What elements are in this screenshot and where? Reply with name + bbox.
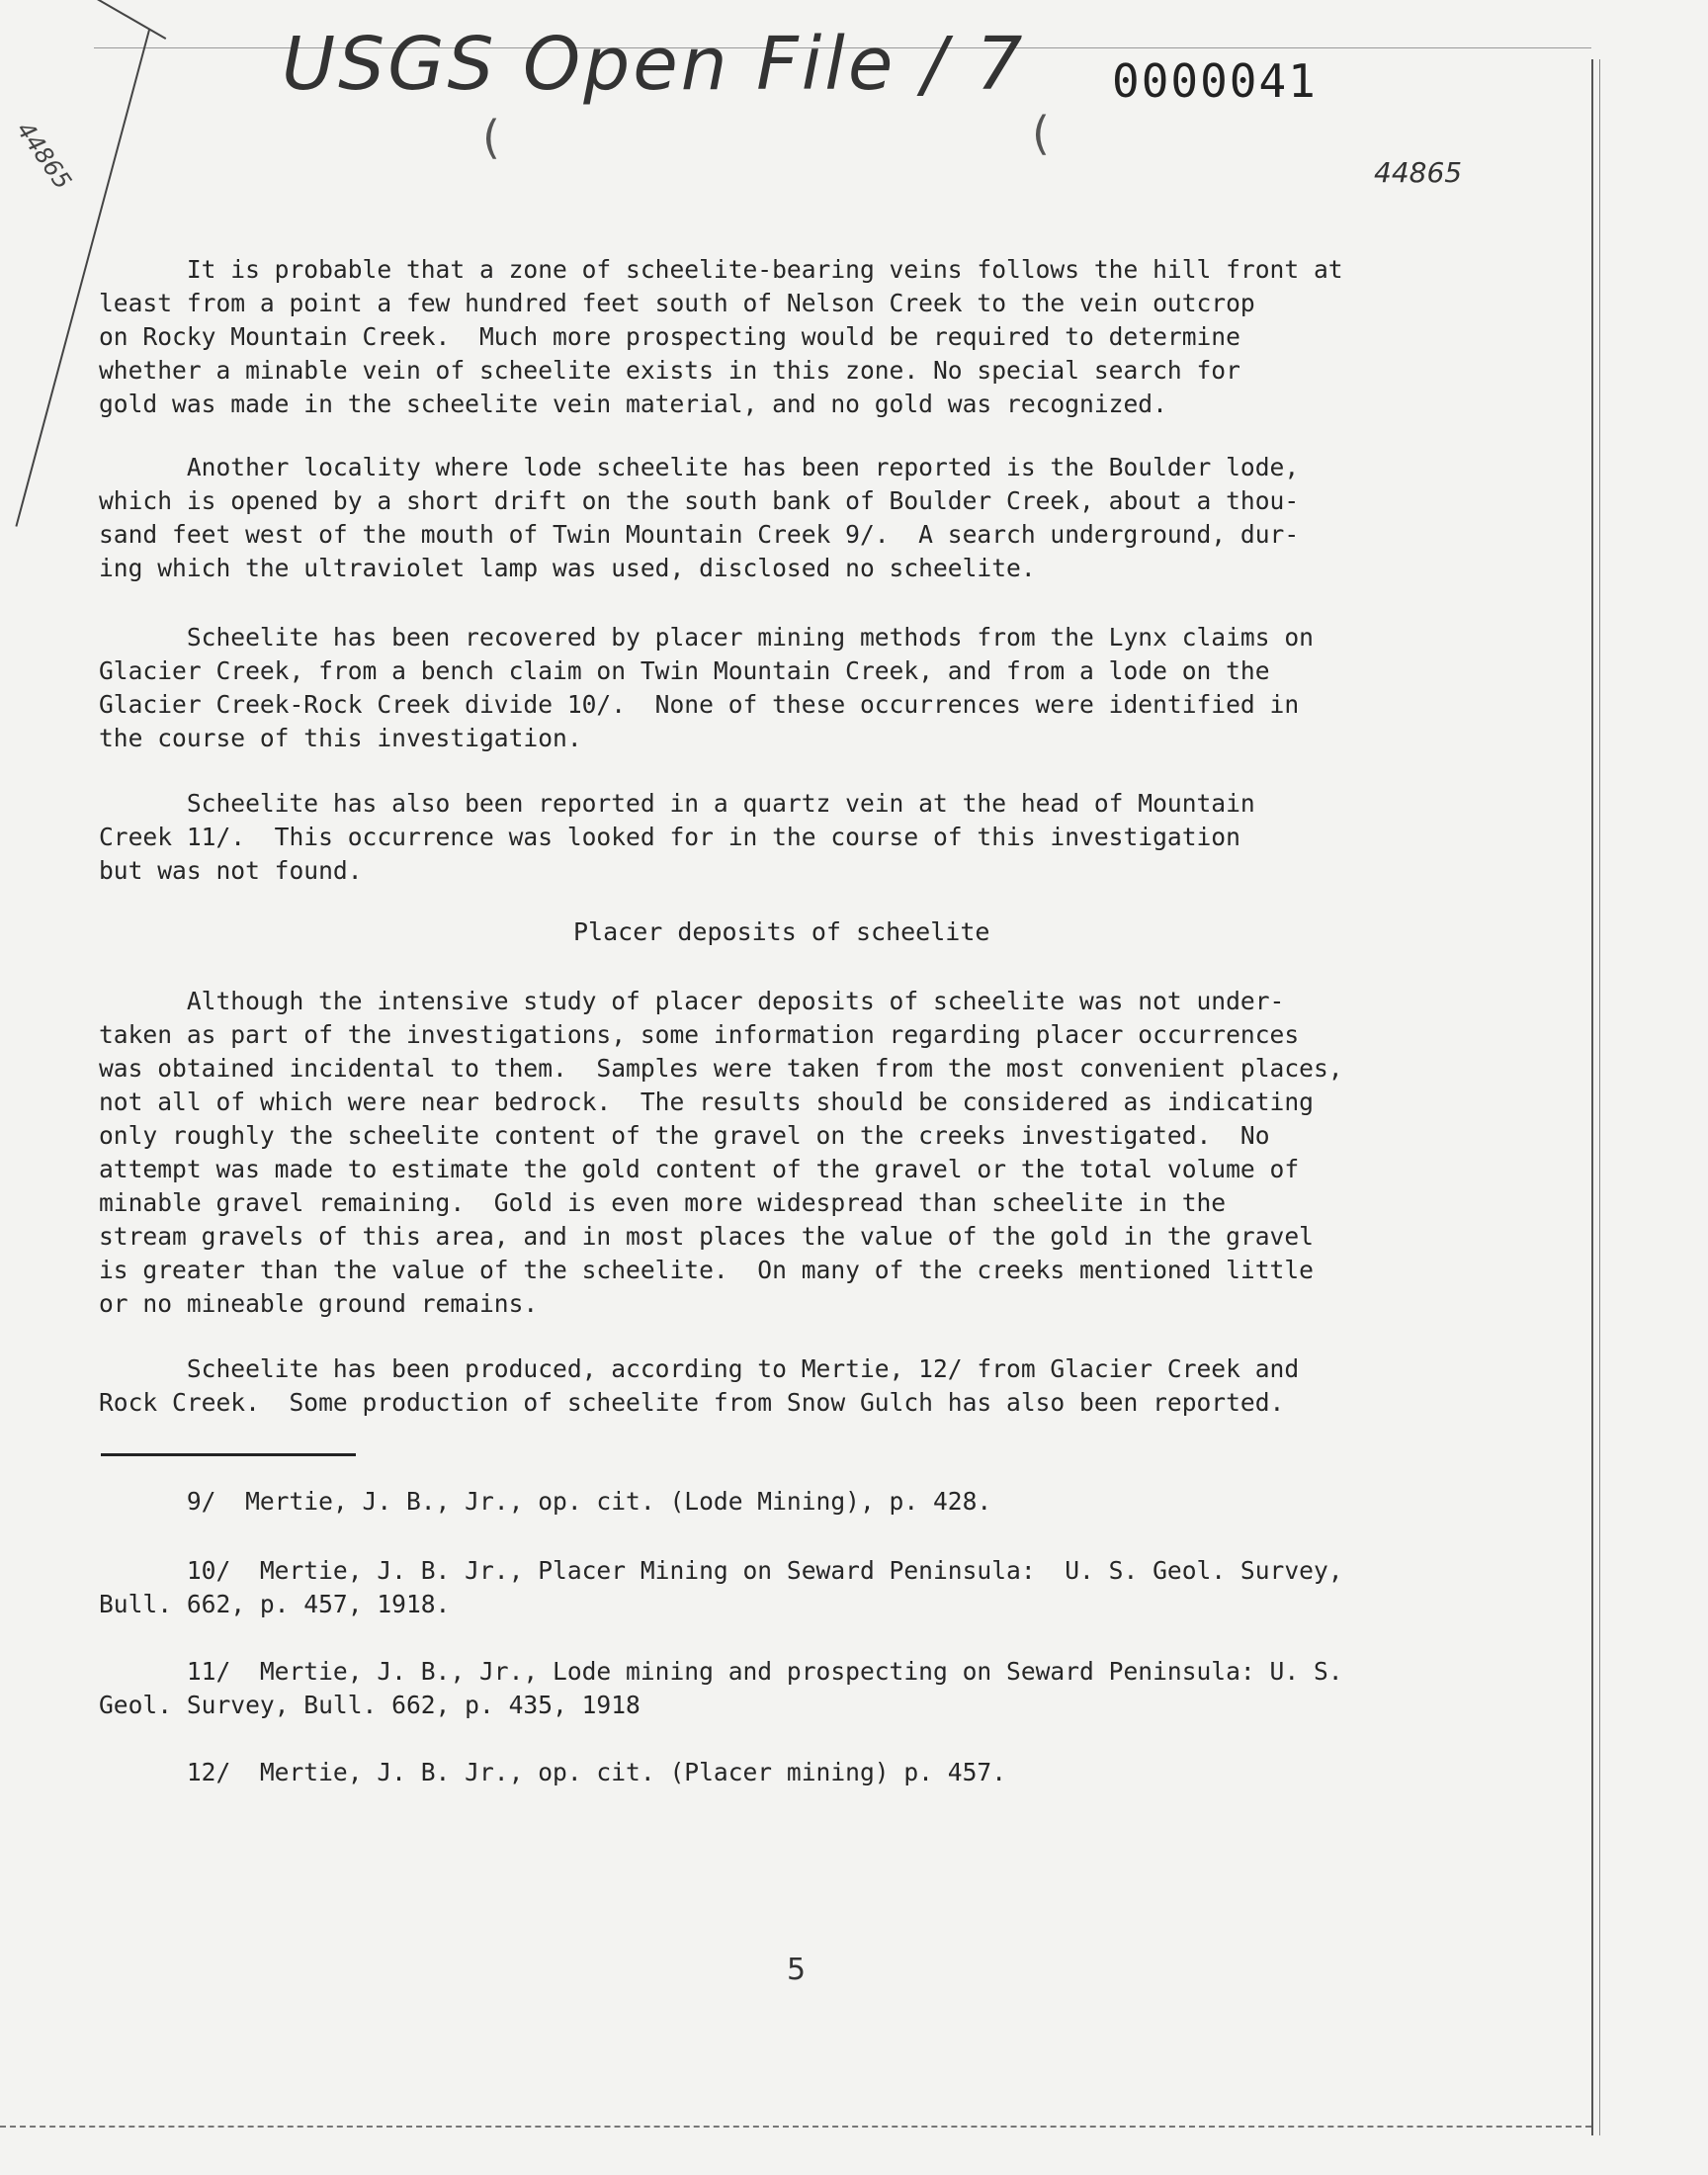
footnote-9: 9/ Mertie, J. B., Jr., op. cit. (Lode Mining), p. 428. (99, 1487, 992, 1516)
footnote-rule (101, 1453, 356, 1456)
page-right-edge (1591, 59, 1600, 2135)
footnote-10: 10/ Mertie, J. B. Jr., Placer Mining on Seward Peninsula: U. S. Geol. Survey, Bull. 662, p. 457, 1918. (99, 1556, 1343, 1618)
paragraph-production: Scheelite has been produced, according to Mertie, 12/ from Glacier Creek and Rock Creek. Some production of scheelite from Snow Gulch has also been reported. (99, 1354, 1300, 1417)
corner-fold-line-top (97, 0, 166, 40)
paragraph-vein-zone: It is probable that a zone of scheelite-bearing veins follows the hill front at least from a point a few hundred feet south of Nelson Creek to the vein outcrop on Rocky Mountain Creek. Much more prospecting would be required to determine whether a minable vein of scheelite exists in this zone. No special search for gold was made in the scheelite vein material, and no gold was recognized. (99, 255, 1343, 418)
paragraph-boulder-lode: Another locality where lode scheelite has been reported is the Boulder lode, which is opened by a short drift on the south bank of Boulder Creek, about a thou- sand feet west of the mouth of Twin Mountain Creek 9/. A search underground, dur- ing which the ultraviolet lamp was used, disclosed no scheelite. (99, 453, 1300, 582)
section-heading: Placer deposits of scheelite (573, 917, 990, 946)
paren-mark-right: ( (1032, 107, 1050, 160)
paragraph-lynx-claims: Scheelite has been recovered by placer mining methods from the Lynx claims on Glacier Creek, from a bench claim on Twin Mountain Creek, and from a lode on the Glacier Creek-Rock Creek divide 10/. None of these occurrences were identified in the course of this investigation. (99, 623, 1314, 752)
document-number: 0000041 (1112, 54, 1318, 108)
handwritten-title: USGS Open File / 7 (282, 22, 1026, 107)
margin-note: 44865 (11, 117, 77, 195)
paragraph-placer-study: Although the intensive study of placer deposits of scheelite was not under- taken as part of the investigations, some information regarding placer occurrences was obtained incidental to them. Samples were taken from the most convenient places, not all of which were near bedrock. The results should be considered as indicating only roughly the scheelite content of the gravel on the creeks investigated. No attempt was made to estimate the gold content of the gravel or the total volume of minable gravel remaining. Gold is even more widespread than scheelite in the stream gravels of this area, and in most places the value of the gold in the gravel is greater than the value of the scheelite. On many of the creeks mentioned little or no mineable ground remains. (99, 987, 1343, 1318)
page-bottom-edge (0, 2126, 1591, 2128)
paren-mark-left: ( (482, 111, 500, 164)
paragraph-mountain-creek: Scheelite has also been reported in a quartz vein at the head of Mountain Creek 11/. This occurrence was looked for in the course of this investigation but was not found. (99, 789, 1255, 885)
reference-number: 44865 (1374, 156, 1463, 189)
page-number: 5 (787, 1953, 807, 1987)
footnote-11: 11/ Mertie, J. B., Jr., Lode mining and prospecting on Seward Peninsula: U. S. Geol. Survey, Bull. 662, p. 435, 1918 (99, 1657, 1343, 1719)
footnote-12: 12/ Mertie, J. B. Jr., op. cit. (Placer mining) p. 457. (99, 1758, 1007, 1786)
